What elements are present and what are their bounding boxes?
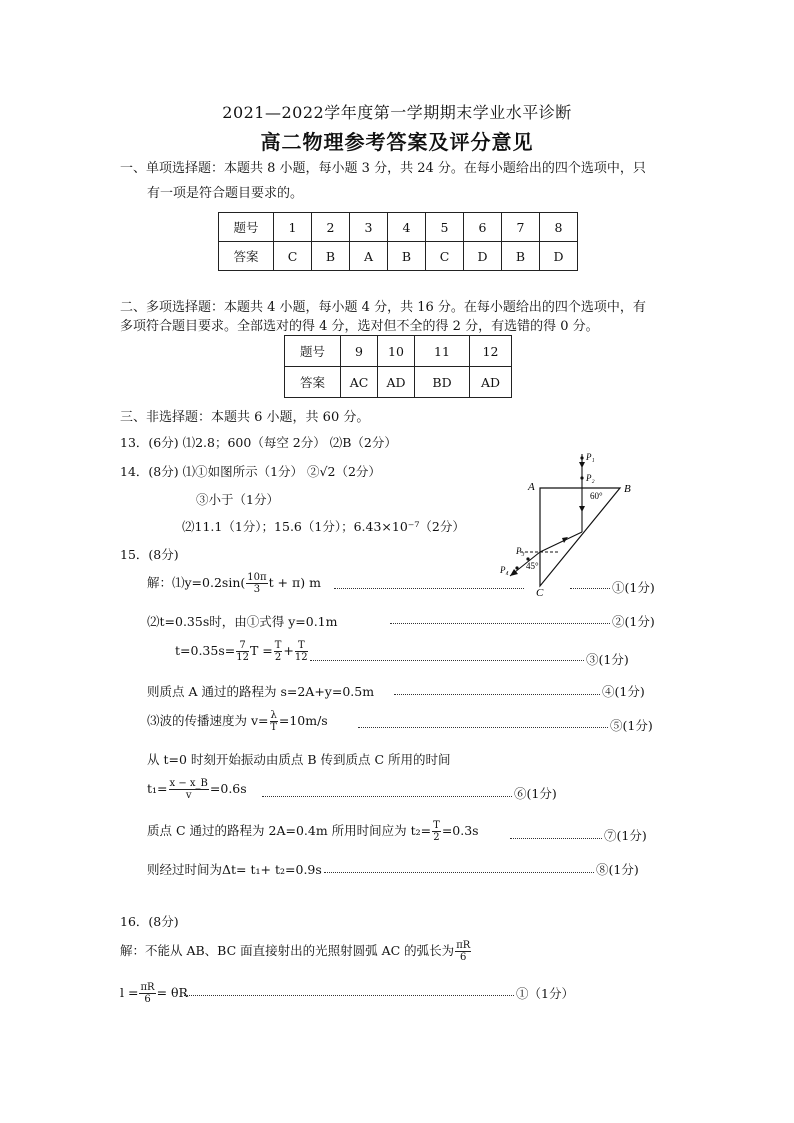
denominator: 2 [274,652,282,663]
denominator: 6 [144,994,151,1005]
row-label: 题号 [285,336,341,367]
answer-cell: BD [415,367,470,398]
q16-step1 [120,940,472,963]
denominator: 12 [236,652,249,663]
numerator: λ [270,710,277,721]
label-p3: P₃ [516,546,525,556]
table-row [219,213,578,242]
row-label: 答案 [219,242,274,271]
formula-text: l = [120,985,139,1000]
numerator: πR [140,982,155,993]
question-number: 11 [415,336,470,367]
angle-60-label: 60° [590,491,603,501]
prism-diagram [490,448,650,598]
q16-step2 [120,982,188,1005]
question-number: 8 [540,213,578,242]
q15-step1 [147,572,321,595]
numerator: x − x_B [169,778,208,789]
angle-45-label: 45° [526,561,539,571]
table-row [285,336,512,367]
fraction [236,640,249,663]
answer-cell: A [350,242,388,271]
q15-step3 [175,640,309,663]
section1-answer-table [218,212,578,271]
answer-cell: C [426,242,464,271]
score-mark: ⑧(1分) [596,862,639,877]
pin-p2 [580,476,583,479]
q15-step7 [147,778,247,801]
section3-heading: 三、非选择题：本题共 6 小题，共 60 分。 [120,410,370,425]
section2-answer-table [284,335,512,398]
fraction [270,710,278,733]
formula-text: t₁= [147,781,168,796]
formula-text: 解：不能从 AB、BC 面直接射出的光照射圆弧 AC 的弧长为 [120,943,455,958]
q14-score: （2分） [335,464,381,479]
answer-cell: AD [470,367,512,398]
formula-text: ⑶波的传播速度为 v= [147,713,269,728]
score-mark: ⑤(1分) [610,718,653,733]
dot-leader [358,727,608,728]
question-number: 10 [378,336,415,367]
score-mark: ②(1分) [612,614,655,629]
formula-text: t + π) m [268,575,321,590]
q15-step4: 则质点 A 通过的路程为 s=2A+y=0.5m [147,684,375,699]
sqrt-value: √2 [319,464,336,479]
dot-leader [324,872,594,873]
question-number: 4 [388,213,426,242]
arrow-icon [579,506,585,512]
formula-text: =0.6s [209,781,247,796]
answer-cell: C [274,242,312,271]
fraction [432,820,441,843]
answer-cell: B [388,242,426,271]
pin-p1 [580,456,583,459]
q14-part1: 14．(8分) ⑴①如图所示（1分） ② [120,464,320,479]
section1-instructions-line2: 有一项是符合题目要求的。 [147,186,304,201]
exam-title: 2021—2022学年度第一学期期末学业水平诊断 [222,103,572,122]
fraction [246,572,267,595]
arrow-icon [562,537,568,543]
denominator: 6 [460,952,467,963]
dot-leader [310,660,584,661]
table-row [219,242,578,271]
formula-text: 质点 C 通过的路程为 2A=0.4m 所用时间应为 t₂= [147,823,432,838]
dot-leader [184,995,514,996]
label-p1: P₁ [586,452,595,462]
formula-text: =0.3s [441,823,479,838]
fraction [455,940,471,963]
arrow-icon [579,462,585,468]
section1-instructions-line1: 一、单项选择题：本题共 8 小题，每小题 3 分，共 24 分。在每小题给出的四个选项中，只 [120,161,646,176]
q15-step5 [147,710,328,733]
numerator: 10π [247,572,267,583]
label-a: A [528,481,535,493]
label-p2: P₂ [586,473,595,483]
dot-leader [390,623,610,624]
question-number: 5 [426,213,464,242]
denominator: v [185,790,192,801]
q15-heading: 15．(8分) [120,547,179,562]
answer-cell: D [540,242,578,271]
q14-answer-line2: ③小于（1分） [196,492,279,507]
q15-step8 [147,820,479,843]
label-c: C [536,587,544,598]
denominator: 3 [253,584,261,595]
denominator: 2 [433,832,440,843]
score-mark: ④(1分) [602,684,645,699]
q13-answer: 13．(6分) ⑴2.8；600（每空 2分） ⑵B（2分） [120,435,397,450]
q15-step9: 则经过时间为Δt= t₁+ t₂=0.9s [147,862,322,877]
score-mark: ⑥(1分) [514,786,557,801]
question-number: 12 [470,336,512,367]
row-label: 答案 [285,367,341,398]
numerator: T [433,820,440,831]
dot-leader [394,694,600,695]
numerator: πR [456,940,471,951]
question-number: 2 [312,213,350,242]
q14-answer-line1 [120,462,381,480]
fraction [169,778,209,801]
q16-heading: 16．(8分) [120,914,179,929]
dot-leader [510,838,602,839]
question-number: 1 [274,213,312,242]
answer-cell: B [502,242,540,271]
row-label: 题号 [219,213,274,242]
formula-text: 解：⑴y=0.2sin( [147,575,246,590]
q14-answer-line3: ⑵11.1（1分）；15.6（1分）；6.43×10⁻⁷（2分） [182,519,465,534]
fraction [295,640,308,663]
formula-text: = θR [156,985,188,1000]
numerator: 7 [236,640,249,652]
formula-text: t=0.35s= [175,643,236,658]
formula-text: + [283,643,294,658]
q15-step2: ⑵t=0.35s时，由①式得 y=0.1m [147,614,338,629]
question-number: 3 [350,213,388,242]
fraction [139,982,155,1005]
section2-instructions-line1: 二、多项选择题：本题共 4 小题，每小题 4 分，共 16 分。在每小题给出的四个选项中，有 [120,300,646,315]
pin-p4 [515,566,518,569]
numerator: T [274,640,282,651]
denominator: 12 [294,652,308,663]
score-mark: ①(1分) [612,580,655,595]
question-number: 6 [464,213,502,242]
numerator: T [295,640,308,652]
denominator: T [270,722,278,733]
score-mark: ③(1分) [586,652,629,667]
question-number: 9 [341,336,378,367]
answer-cell: AC [341,367,378,398]
formula-text: T = [249,643,273,658]
answer-cell: AD [378,367,415,398]
dot-leader [262,796,512,797]
label-p4: P₄ [500,565,509,575]
table-row [285,367,512,398]
score-mark: ⑦(1分) [604,828,647,843]
answer-cell: D [464,242,502,271]
fraction [274,640,283,663]
score-mark: ①（1分） [516,986,574,1001]
q15-step6: 从 t=0 时刻开始振动由质点 B 传到质点 C 所用的时间 [147,752,451,767]
formula-text: =10m/s [278,713,328,728]
question-number: 7 [502,213,540,242]
label-b: B [624,483,631,495]
section2-instructions-line2: 多项符合题目要求。全部选对的得 4 分，选对但不全的得 2 分，有选错的得 0 分。 [120,319,599,334]
prism-outline [540,488,620,586]
answer-key-title: 高二物理参考答案及评分意见 [260,130,534,154]
answer-cell: B [312,242,350,271]
